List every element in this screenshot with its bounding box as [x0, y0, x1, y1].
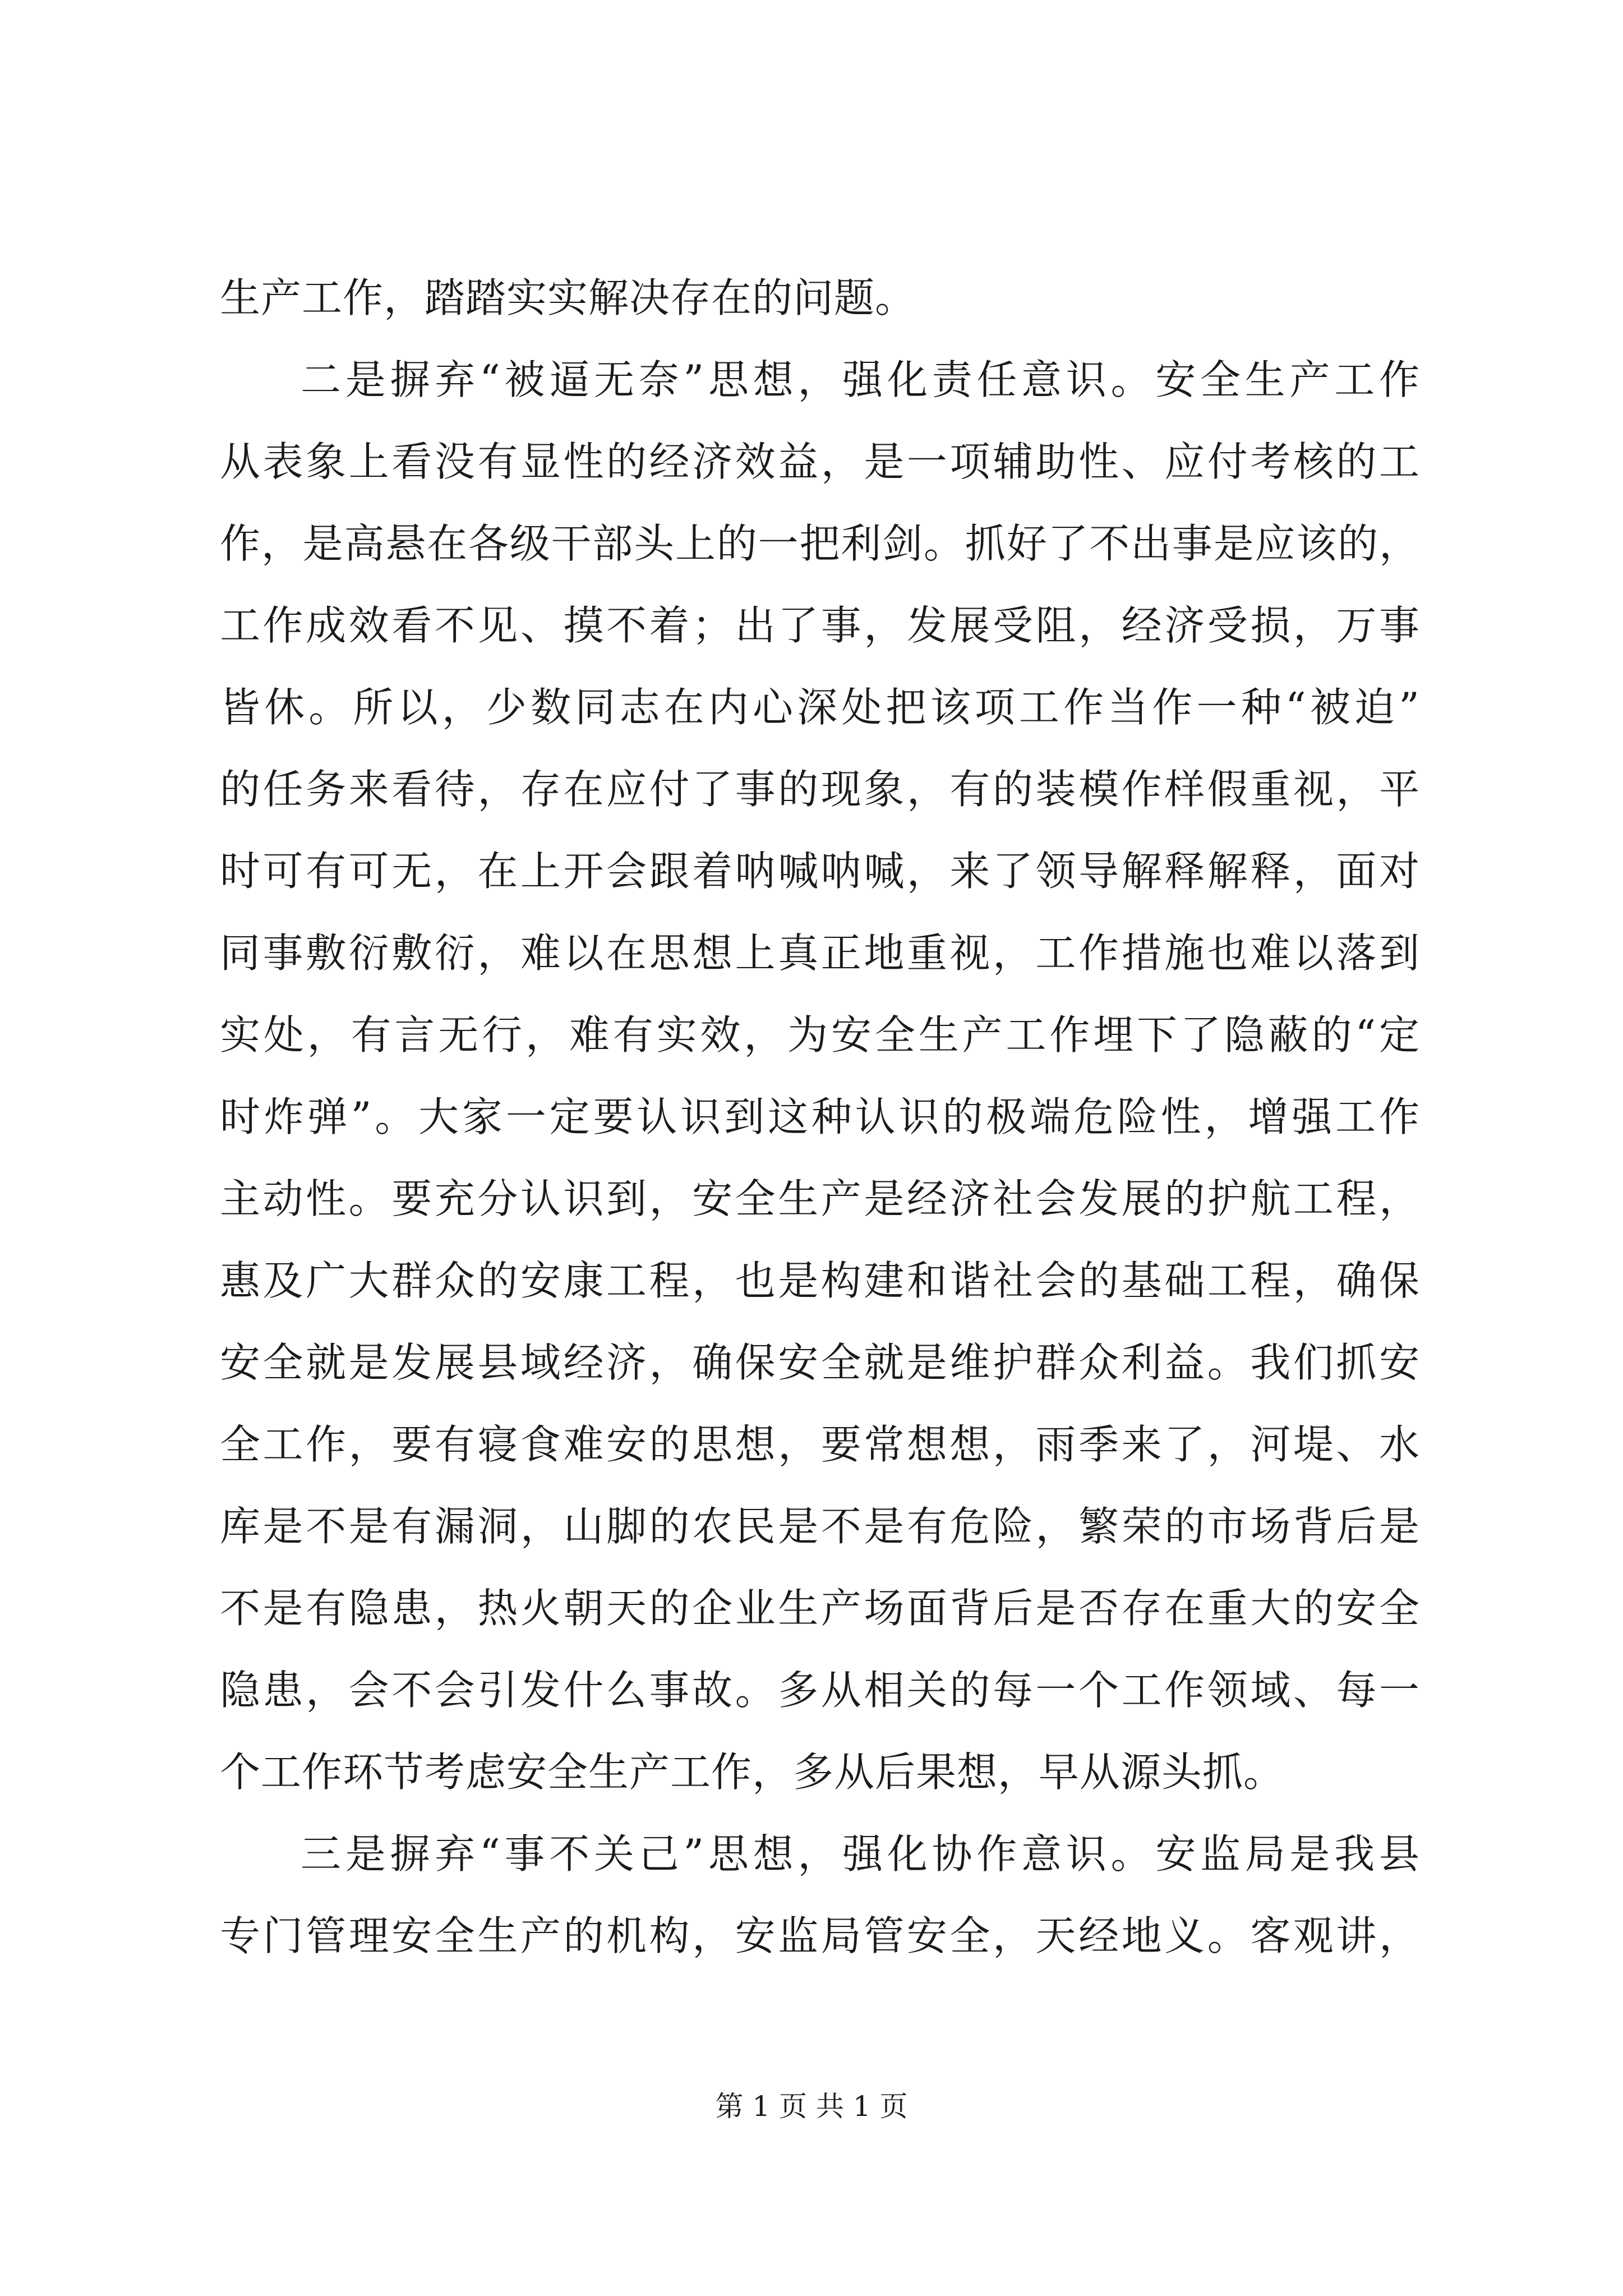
text-line: 生产工作，踏踏实实解决存在的问题。 [220, 274, 916, 321]
text-line: 全工作，要有寝食难安的思想，要常想想，雨季来了，河堤、水 [220, 1421, 1420, 1468]
text-line: 皆休。所以，少数同志在内心深处把该项工作当作一种“被迫” [220, 684, 1420, 731]
paragraph-start-line: 三是摒弃“事不关己”思想，强化协作意识。安监局是我县 [301, 1830, 1420, 1878]
text-line: 时可有可无，在上开会跟着呐喊呐喊，来了领导解释解释，面对 [220, 848, 1420, 895]
text-line: 专门管理安全生产的机构，安监局管安全，天经地义。客观讲， [220, 1912, 1420, 1959]
text-line: 个工作环节考虑安全生产工作，多从后果想，早从源头抓。 [220, 1749, 1285, 1796]
text-line: 时炸弹”。大家一定要认识到这种认识的极端危险性，增强工作 [220, 1093, 1420, 1140]
page-footer [0, 2087, 1623, 2126]
text-line: 安全就是发展县域经济，确保安全就是维护群众利益。我们抓安 [220, 1339, 1420, 1386]
text-line: 作，是高悬在各级干部头上的一把利剑。抓好了不出事是应该的， [220, 520, 1420, 567]
text-line: 不是有隐患，热火朝天的企业生产场面背后是否存在重大的安全 [220, 1585, 1420, 1632]
text-line: 从表象上看没有显性的经济效益，是一项辅助性、应付考核的工 [220, 438, 1420, 485]
text-line: 惠及广大群众的安康工程，也是构建和谐社会的基础工程，确保 [220, 1257, 1420, 1304]
paragraph-start-line: 二是摒弃“被逼无奈”思想，强化责任意识。安全生产工作 [301, 356, 1420, 403]
page-number-label: 第 1 页 共 1 页 [715, 2090, 908, 2123]
text-line: 隐患，会不会引发什么事故。多从相关的每一个工作领域、每一 [220, 1667, 1420, 1714]
text-line: 同事敷衍敷衍，难以在思想上真正地重视，工作措施也难以落到 [220, 930, 1420, 977]
document-body [220, 257, 1420, 1977]
text-line: 主动性。要充分认识到，安全生产是经济社会发展的护航工程， [220, 1175, 1420, 1222]
text-line: 的任务来看待，存在应付了事的现象，有的装模作样假重视，平 [220, 766, 1420, 813]
text-line: 工作成效看不见、摸不着；出了事，发展受阻，经济受损，万事 [220, 602, 1420, 649]
text-line: 实处，有言无行，难有实效，为安全生产工作埋下了隐蔽的“定 [220, 1011, 1420, 1059]
text-line: 库是不是有漏洞，山脚的农民是不是有危险，繁荣的市场背后是 [220, 1503, 1420, 1550]
